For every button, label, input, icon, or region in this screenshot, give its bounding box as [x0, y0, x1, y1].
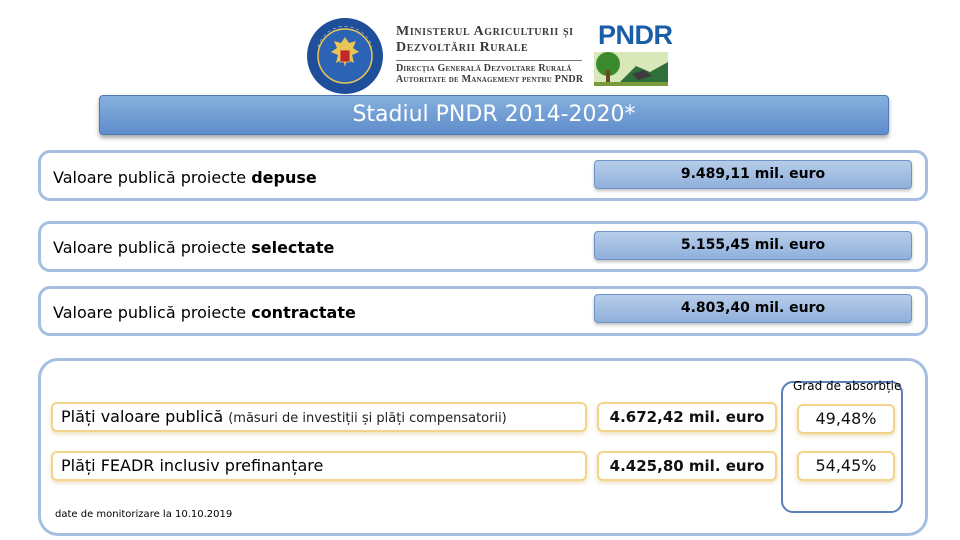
- payment-label-box-feadr: [51, 451, 587, 481]
- payment-label-public: [61, 407, 507, 426]
- payment-label-box-public: [51, 402, 587, 432]
- absorption-frame: [781, 381, 903, 513]
- absorption-percent-feadr: 54,45%: [797, 451, 895, 481]
- payment-label-note: (măsuri de investiții și plăți compensatorii): [228, 411, 507, 426]
- payment-label-main: Plăți FEADR inclusiv prefinanțare: [61, 456, 324, 475]
- ministry-name-line3: Direcția Generală Dezvoltare Rurală: [396, 63, 572, 74]
- row-label-selectate: [53, 238, 334, 257]
- payment-value-public: [597, 402, 777, 432]
- value-contractate-text: 4.803,40 mil. euro: [680, 300, 826, 316]
- pndr-logo-text: PNDR: [598, 20, 673, 50]
- row-label-keyword: contractate: [251, 303, 356, 322]
- row-label-keyword: depuse: [251, 168, 317, 187]
- payments-panel: [38, 358, 928, 536]
- payment-value-feadr: [597, 451, 777, 481]
- row-label-depuse: [53, 168, 317, 187]
- monitoring-footnote: date de monitorizare la 10.10.2019: [55, 509, 233, 520]
- row-label-prefix: Valoare publică proiecte: [53, 303, 252, 322]
- ministry-name-line2: Dezvoltării Rurale: [396, 40, 529, 55]
- absorption-percent-public: 49,48%: [797, 404, 895, 434]
- payment-label-feadr: [61, 456, 323, 475]
- row-label-prefix: Valoare publică proiecte: [53, 168, 252, 187]
- row-label-contractate: [53, 303, 356, 322]
- page-title: Stadiul PNDR 2014-2020*: [352, 102, 636, 127]
- payment-value-public-text: 4.672,42 mil. euro: [609, 408, 765, 426]
- row-label-prefix: Valoare publică proiecte: [53, 238, 252, 257]
- absorption-title: Grad de absorbție: [793, 379, 902, 393]
- value-depuse-text: 9.489,11 mil. euro: [680, 166, 826, 182]
- ministry-name-line1: Ministerul Agriculturii și: [396, 24, 574, 39]
- government-seal-icon: [306, 17, 384, 95]
- value-contractate: [594, 294, 912, 323]
- value-selectate: [594, 231, 912, 260]
- payment-value-feadr-text: 4.425,80 mil. euro: [609, 457, 765, 475]
- title-bar: [99, 95, 889, 135]
- value-depuse: [594, 160, 912, 189]
- payment-label-main: Plăți valoare publică: [61, 407, 224, 426]
- ministry-logo: [396, 24, 586, 85]
- ministry-name-line4: Autoritate de Management pentru PNDR: [396, 74, 584, 85]
- value-selectate-text: 5.155,45 mil. euro: [680, 237, 826, 253]
- ministry-separator: [396, 60, 582, 61]
- row-label-keyword: selectate: [251, 238, 335, 257]
